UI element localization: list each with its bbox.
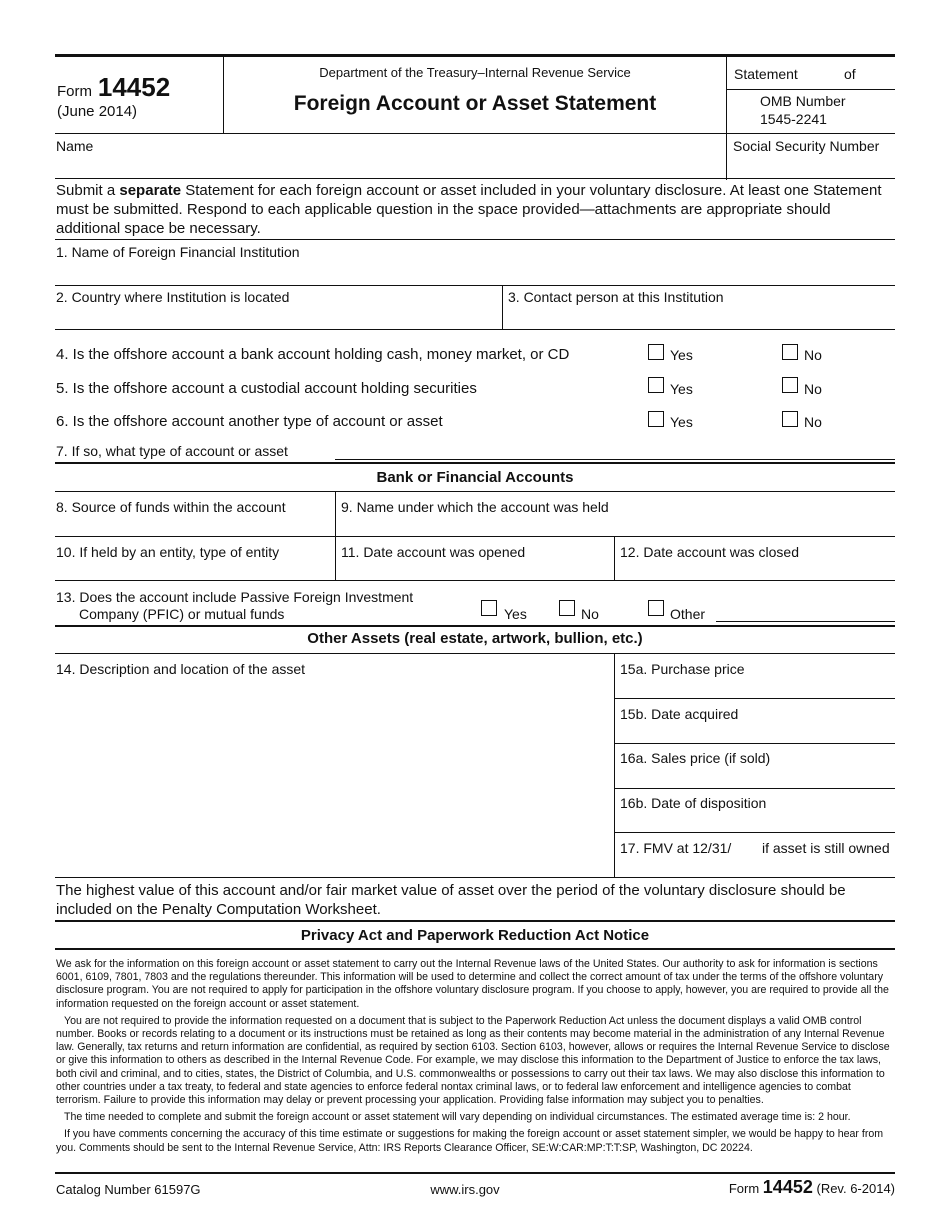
q4-yes-checkbox[interactable] bbox=[648, 344, 664, 360]
q17-label: 17. FMV at 12/31/ bbox=[620, 840, 732, 856]
q16a-label: 16a. Sales price (if sold) bbox=[620, 750, 771, 766]
q16b-field[interactable] bbox=[620, 812, 892, 832]
ssn-field[interactable] bbox=[730, 156, 892, 178]
q11-label: 11. Date account was opened bbox=[341, 544, 526, 560]
q8-field[interactable] bbox=[56, 516, 332, 538]
privacy-title: Privacy Act and Paperwork Reduction Act Notice bbox=[300, 927, 650, 944]
identity-bottom-rule bbox=[55, 178, 895, 179]
q5-yes-checkbox[interactable] bbox=[648, 377, 664, 393]
privacy-title-bottom-rule bbox=[55, 948, 895, 950]
statement-label: Statement bbox=[734, 66, 798, 82]
q16a-field[interactable] bbox=[620, 767, 892, 787]
header-top-rule bbox=[55, 54, 895, 57]
q7-underline bbox=[335, 459, 895, 460]
q13-yes-checkbox[interactable] bbox=[481, 600, 497, 616]
q14-label: 14. Description and location of the asset bbox=[56, 661, 306, 677]
statement-box-rule bbox=[726, 89, 895, 90]
form-label: Form 14452 bbox=[57, 72, 171, 102]
q1-bottom-rule bbox=[55, 285, 895, 286]
q13-label-line2: Company (PFIC) or mutual funds bbox=[79, 606, 285, 622]
q17-label-suffix: if asset is still owned bbox=[762, 840, 890, 856]
q15b-label: 15b. Date acquired bbox=[620, 706, 739, 722]
privacy-top-rule bbox=[55, 920, 895, 922]
q5-yes-label: Yes bbox=[670, 381, 693, 397]
q2-field[interactable] bbox=[56, 306, 498, 328]
assets-section-title: Other Assets (real estate, artwork, bullion, etc.) bbox=[307, 630, 643, 647]
q11-q12-divider bbox=[614, 536, 615, 581]
bank-section-title: Bank or Financial Accounts bbox=[376, 469, 574, 486]
q15b-field[interactable] bbox=[620, 723, 892, 743]
q15a-label: 15a. Purchase price bbox=[620, 661, 745, 677]
q2-bottom-rule bbox=[55, 329, 895, 330]
q15a-field[interactable] bbox=[620, 678, 892, 698]
omb-number: 1545-2241 bbox=[760, 111, 827, 127]
q6-no-checkbox[interactable] bbox=[782, 411, 798, 427]
q10-bottom-rule bbox=[55, 580, 895, 581]
q9-label: 9. Name under which the account was held bbox=[341, 499, 609, 515]
name-label: Name bbox=[56, 138, 94, 154]
q16b-label: 16b. Date of disposition bbox=[620, 795, 767, 811]
q13-other-field[interactable] bbox=[716, 604, 893, 620]
statement-number-field[interactable] bbox=[802, 62, 840, 84]
q5-no-label: No bbox=[804, 381, 822, 397]
q4-no-label: No bbox=[804, 347, 822, 363]
ssn-label: Social Security Number bbox=[733, 138, 880, 154]
q12-label: 12. Date account was closed bbox=[620, 544, 799, 560]
q15b-bottom-rule bbox=[614, 743, 895, 744]
q8-bottom-rule bbox=[55, 536, 895, 537]
q4-no-checkbox[interactable] bbox=[782, 344, 798, 360]
q6-yes-checkbox[interactable] bbox=[648, 411, 664, 427]
name-field[interactable] bbox=[56, 156, 722, 178]
q6-label: 6. Is the offshore account another type of account or asset bbox=[56, 413, 443, 430]
q4-yes-label: Yes bbox=[670, 347, 693, 363]
q15a-bottom-rule bbox=[614, 698, 895, 699]
catalog-number: Catalog Number 61597G bbox=[56, 1182, 201, 1197]
q13-no-label: No bbox=[581, 606, 599, 622]
form-title: Foreign Account or Asset Statement bbox=[293, 92, 657, 115]
q13-other-checkbox[interactable] bbox=[648, 600, 664, 616]
assets-section-top-rule bbox=[55, 625, 895, 627]
q7-field[interactable] bbox=[335, 440, 893, 458]
assets-bottom-rule bbox=[55, 877, 895, 878]
footer-form-number: 14452 bbox=[762, 1177, 813, 1197]
bank-title-bottom-rule bbox=[55, 491, 895, 492]
q16a-bottom-rule bbox=[614, 788, 895, 789]
footer-revision: (Rev. 6-2014) bbox=[816, 1181, 895, 1196]
q1-label: 1. Name of Foreign Financial Institution bbox=[56, 244, 300, 260]
q6-yes-label: Yes bbox=[670, 414, 693, 430]
agency-name: Department of the Treasury–Internal Revenue Service bbox=[319, 65, 631, 80]
q3-field[interactable] bbox=[508, 306, 892, 328]
privacy-paragraph-3: The time needed to complete and submit the foreign account or asset statement will vary depending on individual circumstances. The estimated average time is: 2 hour. bbox=[64, 1111, 851, 1124]
irs-website: www.irs.gov bbox=[430, 1182, 500, 1197]
privacy-paragraph-4: If you have comments concerning the accuracy of this time estimate or suggestions for making the foreign account or asset statement simpler, we would be happy to hear from you. Comments should be sent to the Internal Revenue Service, Attn: IRS Reports Clearance Officer, SE:W:CAR:MP:T:T:SP, Washington, DC 20224. bbox=[56, 1128, 884, 1154]
header-bottom-rule bbox=[55, 133, 895, 134]
q5-no-checkbox[interactable] bbox=[782, 377, 798, 393]
q14-field[interactable] bbox=[56, 680, 610, 875]
highest-value-note: The highest value of this account and/or fair market value of asset over the period of the voluntary disclosure should be included on the Penalty Computation Worksheet. bbox=[56, 882, 846, 918]
q8-label: 8. Source of funds within the account bbox=[56, 499, 286, 515]
instructions-bottom-rule bbox=[55, 239, 895, 240]
privacy-paragraph-2: You are not required to provide the information requested on a document that is subject to the Paperwork Reduction Act unless the document displays a valid OMB control number. Books or records relating to a document or its instructions must be retained as long as their contents may become material in the administration of any Internal Revenue law. Generally, tax returns and return information are confidential, as required by section 6103. Section 6103, however, allows or requires the Internal Revenue Service to disclose or give this information to others as described in the Internal Revenue Code. For example, we may disclose this information to the Department of Justice to enforce the tax laws, both civil and criminal, and to cities, states, the District of Columbia, and U.S. commonwealths or possessions to carry out their tax laws. We may also disclose this information to other countries under a tax treaty, to federal and state agencies to enforce federal nontax criminal laws, or to federal law enforcement and intelligence agencies to combat terrorism. Failure to provide this information may delay or prevent processing your application. Providing false information may subject you to penalties. bbox=[56, 1014, 890, 1107]
form-date: (June 2014) bbox=[57, 103, 138, 120]
statement-of-label: of bbox=[844, 66, 856, 82]
q16b-bottom-rule bbox=[614, 832, 895, 833]
q13-other-underline bbox=[716, 621, 895, 622]
q13-yes-label: Yes bbox=[504, 606, 527, 622]
q2-label: 2. Country where Institution is located bbox=[56, 289, 290, 305]
q11-field[interactable] bbox=[341, 561, 611, 580]
statement-total-field[interactable] bbox=[860, 62, 894, 84]
q12-field[interactable] bbox=[620, 561, 892, 580]
q6-no-label: No bbox=[804, 414, 822, 430]
header-divider-right bbox=[726, 57, 727, 180]
assets-title-bottom-rule bbox=[55, 653, 895, 654]
q10-label: 10. If held by an entity, type of entity bbox=[56, 544, 280, 560]
privacy-notice-body bbox=[56, 958, 896, 1155]
bank-section-top-rule bbox=[55, 462, 895, 464]
q3-label: 3. Contact person at this Institution bbox=[508, 289, 724, 305]
q17-field[interactable] bbox=[620, 857, 892, 875]
omb-label: OMB Number bbox=[760, 93, 846, 109]
privacy-paragraph-1: We ask for the information on this foreign account or asset statement to carry out the Internal Revenue laws of the United States. Our authority to ask for information is sections 6001, 6109, 7801, 7803 and the regulations thereunder. This information will be used to determine and collect the correct amount of tax under the terms of the offshore voluntary disclosure program. You are not required to apply for participation in the offshore voluntary disclosure program. If you choose to apply, however, you are required to provide all the information requested on the foreign account or asset statement. bbox=[56, 958, 889, 1010]
instructions-text: Submit a separate Statement for each foreign account or asset included in your voluntary disclosure. At least one Statement must be submitted. Respond to each applicable question in the space provided—attachments are appropriate should additional space be necessary. bbox=[56, 182, 882, 237]
q5-label: 5. Is the offshore account a custodial account holding securities bbox=[56, 380, 477, 397]
q4-label: 4. Is the offshore account a bank account holding cash, money market, or CD bbox=[56, 346, 570, 363]
footer-top-rule bbox=[55, 1172, 895, 1174]
q1-field[interactable] bbox=[56, 262, 892, 284]
form-number: 14452 bbox=[97, 72, 171, 102]
q10-field[interactable] bbox=[56, 561, 332, 580]
q2-q3-divider bbox=[502, 285, 503, 330]
q17-year-field[interactable] bbox=[733, 837, 759, 855]
q13-no-checkbox[interactable] bbox=[559, 600, 575, 616]
q14-q15-divider bbox=[614, 653, 615, 877]
q7-label: 7. If so, what type of account or asset bbox=[56, 443, 288, 459]
q13-other-label: Other bbox=[670, 606, 706, 622]
q9-field[interactable] bbox=[341, 516, 892, 538]
footer-form-id: Form 14452 (Rev. 6-2014) bbox=[728, 1177, 895, 1197]
q13-label-line1: 13. Does the account include Passive Foreign Investment bbox=[56, 589, 414, 605]
